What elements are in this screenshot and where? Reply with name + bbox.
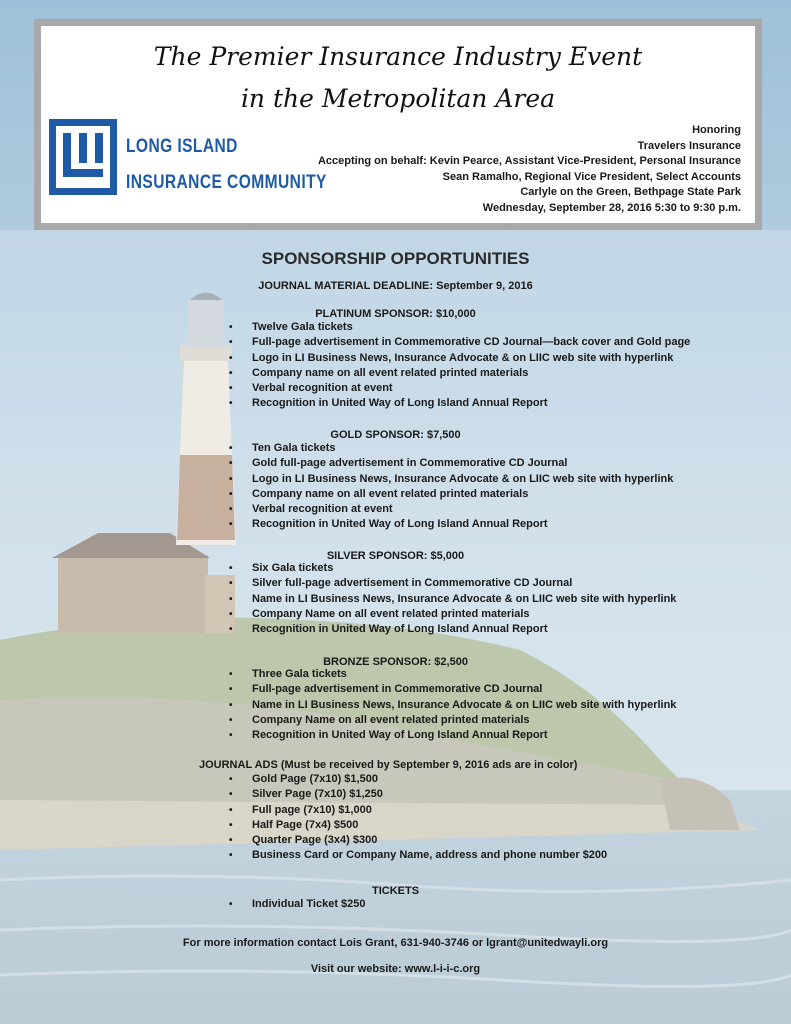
silver-title: SILVER SPONSOR: $5,000 <box>326 550 465 562</box>
journal-ads-list <box>229 772 607 864</box>
honor-line: Honoring <box>692 124 741 136</box>
honor-line: Wednesday, September 28, 2016 5:30 to 9:30 p.m. <box>482 201 741 214</box>
list-item: • Company Name on all event related printed materials <box>229 607 676 622</box>
honor-line: Carlyle on the Green, Bethpage State Park <box>520 186 741 198</box>
honor-line: Sean Ramalho, Regional Vice President, Select Accounts <box>442 170 741 183</box>
list-item: • Silver Page (7x10) $1,250 <box>229 787 607 802</box>
list-item: • Full-page advertisement in Commemorative CD Journal <box>229 682 676 697</box>
bronze-list <box>229 667 676 743</box>
headline-line-1: The Premier Insurance Industry Event <box>153 42 643 71</box>
event-details <box>318 123 741 216</box>
tickets-title: TICKETS <box>371 885 420 897</box>
silver-list <box>229 561 676 637</box>
list-item: • Individual Ticket $250 <box>229 897 366 912</box>
liic-logo-icon <box>49 119 117 195</box>
list-item: • Recognition in United Way of Long Island Annual Report <box>229 728 676 743</box>
list-item: • Company Name on all event related printed materials <box>229 713 676 728</box>
journal-ads-title: JOURNAL ADS (Must be received by September 9, 2016 ads are in color) <box>199 759 578 771</box>
list-item: • Quarter Page (3x4) $300 <box>229 833 607 848</box>
gold-list <box>229 441 673 533</box>
list-item: • Company name on all event related printed materials <box>229 366 690 381</box>
logo-text-line-2: INSURANCE COMMUNITY <box>126 172 327 193</box>
list-item: • Full-page advertisement in Commemorative CD Journal—back cover and Gold page <box>229 335 690 350</box>
list-item: • Business Card or Company Name, address and phone number $200 <box>229 848 607 863</box>
list-item: • Twelve Gala tickets <box>229 320 690 335</box>
list-item: • Gold Page (7x10) $1,500 <box>229 772 607 787</box>
platinum-title: PLATINUM SPONSOR: $10,000 <box>315 308 476 320</box>
tickets-list <box>229 897 366 912</box>
headline-line-2: in the Metropolitan Area <box>240 84 556 113</box>
journal-deadline: JOURNAL MATERIAL DEADLINE: September 9, 2016 <box>258 280 533 292</box>
header-banner <box>34 19 762 230</box>
list-item: • Logo in LI Business News, Insurance Advocate & on LIIC web site with hyperlink <box>229 472 673 487</box>
list-item: • Name in LI Business News, Insurance Advocate & on LIIC web site with hyperlink <box>229 698 676 713</box>
logo-text-line-1: LONG ISLAND <box>126 136 238 157</box>
list-item: • Three Gala tickets <box>229 667 676 682</box>
list-item: • Recognition in United Way of Long Island Annual Report <box>229 622 676 637</box>
list-item: • Recognition in United Way of Long Island Annual Report <box>229 517 673 532</box>
list-item: • Name in LI Business News, Insurance Advocate & on LIIC web site with hyperlink <box>229 592 676 607</box>
list-item: • Six Gala tickets <box>229 561 676 576</box>
list-item: • Half Page (7x4) $500 <box>229 818 607 833</box>
list-item: • Recognition in United Way of Long Island Annual Report <box>229 396 690 411</box>
page-title: SPONSORSHIP OPPORTUNITIES <box>261 249 530 268</box>
list-item: • Full page (7x10) $1,000 <box>229 803 607 818</box>
list-item: • Gold full-page advertisement in Commemorative CD Journal <box>229 456 673 471</box>
gold-title: GOLD SPONSOR: $7,500 <box>330 429 461 441</box>
list-item: • Silver full-page advertisement in Commemorative CD Journal <box>229 576 676 591</box>
honor-line: Travelers Insurance <box>637 139 741 152</box>
contact-info: For more information contact Lois Grant, 631-940-3746 or lgrant@unitedwayli.org <box>182 937 609 949</box>
platinum-list <box>229 320 690 412</box>
list-item: • Ten Gala tickets <box>229 441 673 456</box>
list-item: • Verbal recognition at event <box>229 502 673 517</box>
list-item: • Verbal recognition at event <box>229 381 690 396</box>
website-link[interactable]: Visit our website: www.l-i-i-c.org <box>310 963 481 975</box>
bronze-title: BRONZE SPONSOR: $2,500 <box>323 656 468 668</box>
honor-line: Accepting on behalf: Kevin Pearce, Assistant Vice-President, Personal Insurance <box>317 155 741 167</box>
list-item: • Logo in LI Business News, Insurance Advocate & on LIIC web site with hyperlink <box>229 351 690 366</box>
list-item: • Company name on all event related printed materials <box>229 487 673 502</box>
